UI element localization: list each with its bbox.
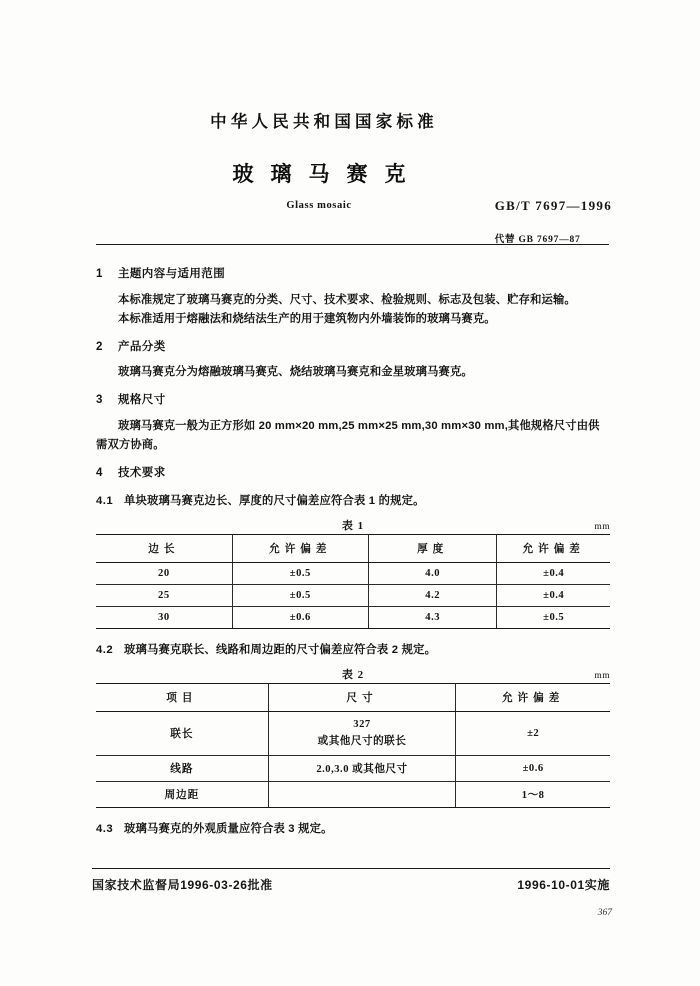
table-2 (96, 683, 610, 808)
clause-title-4: 技术要求 (118, 466, 166, 479)
table-2-r0-size-line2: 或其他尺寸的联长 (317, 735, 407, 747)
table-row (96, 607, 610, 629)
approval-statement: 国家技术监督局1996-03-26批准 (92, 878, 273, 892)
table-1-r2-c3: ±0.5 (497, 607, 610, 629)
footer-divider (92, 868, 610, 869)
clause-1-paragraph-1: 本标准规定了玻璃马赛克的分类、尺寸、技术要求、检验规则、标志及包装、贮存和运输。 (118, 293, 576, 306)
table-1-r1-c3: ±0.4 (497, 585, 610, 607)
clause-title-3: 规格尺寸 (118, 393, 166, 406)
subclause-text-4-3: 玻璃马赛克的外观质量应符合表 3 规定。 (124, 822, 333, 835)
table-1-r0-c2: 4.0 (368, 563, 497, 585)
table-1-header-row (96, 535, 610, 563)
table-2-r2-tolerance: 1～8 (456, 781, 610, 807)
table-2-r0-item: 联长 (96, 712, 268, 756)
clause-1-paragraph-2: 本标准适用于熔融法和烧结法生产的用于建筑物内外墙装饰的玻璃马赛克。 (118, 313, 496, 326)
table-2-r0-tolerance: ±2 (456, 712, 610, 756)
table-1-r0-c0: 20 (96, 563, 232, 585)
title-row (88, 158, 612, 245)
subclause-heading-4-3 (96, 821, 610, 838)
clause-number-2: 2 (96, 340, 103, 353)
table-1-r1-c1: ±0.5 (232, 585, 368, 607)
standard-number-block (495, 198, 612, 245)
subclause-text-4-2: 玻璃马赛克联长、线路和周边距的尺寸偏差应符合表 2 规定。 (124, 644, 437, 657)
subclause-number-4-3: 4.3 (96, 822, 114, 835)
subclause-heading-4-1 (96, 493, 610, 510)
masthead (88, 108, 612, 245)
table-2-r2-size (268, 781, 456, 807)
table-2-r1-size: 2.0,3.0 或其他尺寸 (268, 755, 456, 781)
table-2-header-row (96, 684, 610, 712)
clause-title-1: 主题内容与适用范围 (118, 268, 226, 280)
table-1-col-0: 边长 (96, 535, 232, 563)
clause-heading-1 (96, 268, 610, 282)
table-2-r0-size (268, 712, 456, 756)
table-1-r0-c3: ±0.4 (497, 563, 610, 585)
table-1-r2-c0: 30 (96, 607, 232, 629)
clause-heading-3 (96, 394, 610, 408)
table-row (96, 712, 610, 756)
table-1-col-3: 允许偏差 (497, 535, 610, 563)
table-1-r1-c2: 4.2 (368, 585, 497, 607)
table-1-r0-c1: ±0.5 (232, 563, 368, 585)
subclause-number-4-2: 4.2 (96, 644, 114, 657)
table-2-r0-size-line1: 327 (353, 719, 371, 731)
table-1-caption: 表 1 (341, 520, 365, 533)
table-2-block (96, 666, 610, 808)
table-2-col-1: 尺寸 (268, 684, 456, 712)
table-1 (96, 534, 610, 629)
table-1-r2-c2: 4.3 (368, 607, 497, 629)
subclause-text-4-1: 单块玻璃马赛克边长、厚度的尺寸偏差应符合表 1 的规定。 (124, 495, 425, 508)
table-1-r1-c0: 25 (96, 585, 232, 607)
table-2-r2-item: 周边距 (96, 781, 268, 807)
subclause-heading-4-2 (96, 642, 610, 659)
clause-number-1: 1 (96, 268, 103, 280)
table-1-unit: mm (594, 522, 610, 533)
table-2-col-0: 项目 (96, 684, 268, 712)
page-footer (92, 876, 610, 893)
clause-number-4: 4 (96, 466, 103, 479)
clause-number-3: 3 (96, 393, 103, 406)
table-row (96, 781, 610, 807)
table-2-r1-tolerance: ±0.6 (456, 755, 610, 781)
table-row (96, 755, 610, 781)
table-1-col-2: 厚度 (368, 535, 497, 563)
header-divider (96, 244, 609, 245)
table-2-caption: 表 2 (341, 669, 365, 682)
clause-title-2: 产品分类 (118, 340, 166, 353)
table-2-r1-item: 线路 (96, 755, 268, 781)
table-2-col-2: 允许偏差 (456, 684, 610, 712)
clause-2-paragraph-1: 玻璃马赛克分为熔融玻璃马赛克、烧结玻璃马赛克和金星玻璃马赛克。 (118, 366, 473, 379)
table-row (96, 563, 610, 585)
clause-heading-4 (96, 467, 610, 481)
page-number: 367 (597, 908, 612, 918)
document-body (96, 268, 610, 845)
standard-code: GB/T 7697—1996 (494, 198, 612, 213)
page-title: 玻璃马赛克 (232, 163, 423, 186)
table-2-unit: mm (594, 671, 610, 682)
table-1-col-1: 允许偏差 (232, 535, 368, 563)
table-1-r2-c1: ±0.6 (232, 607, 368, 629)
clause-heading-2 (96, 341, 610, 355)
national-standard-label: 中华人民共和国国家标准 (210, 113, 438, 131)
subclause-number-4-1: 4.1 (96, 495, 114, 508)
table-1-block (96, 517, 610, 629)
replaces-label: 代替 GB 7697—87 (494, 235, 581, 245)
clause-3-paragraph-1: 玻璃马赛克一般为正方形如 20 mm×20 mm,25 mm×25 mm,30 mm×30 mm,其他规格尺寸由供需双方协商。 (96, 419, 600, 452)
table-row (96, 585, 610, 607)
effective-date-statement: 1996-10-01实施 (517, 878, 610, 892)
english-title: Glass mosaic (286, 200, 352, 211)
